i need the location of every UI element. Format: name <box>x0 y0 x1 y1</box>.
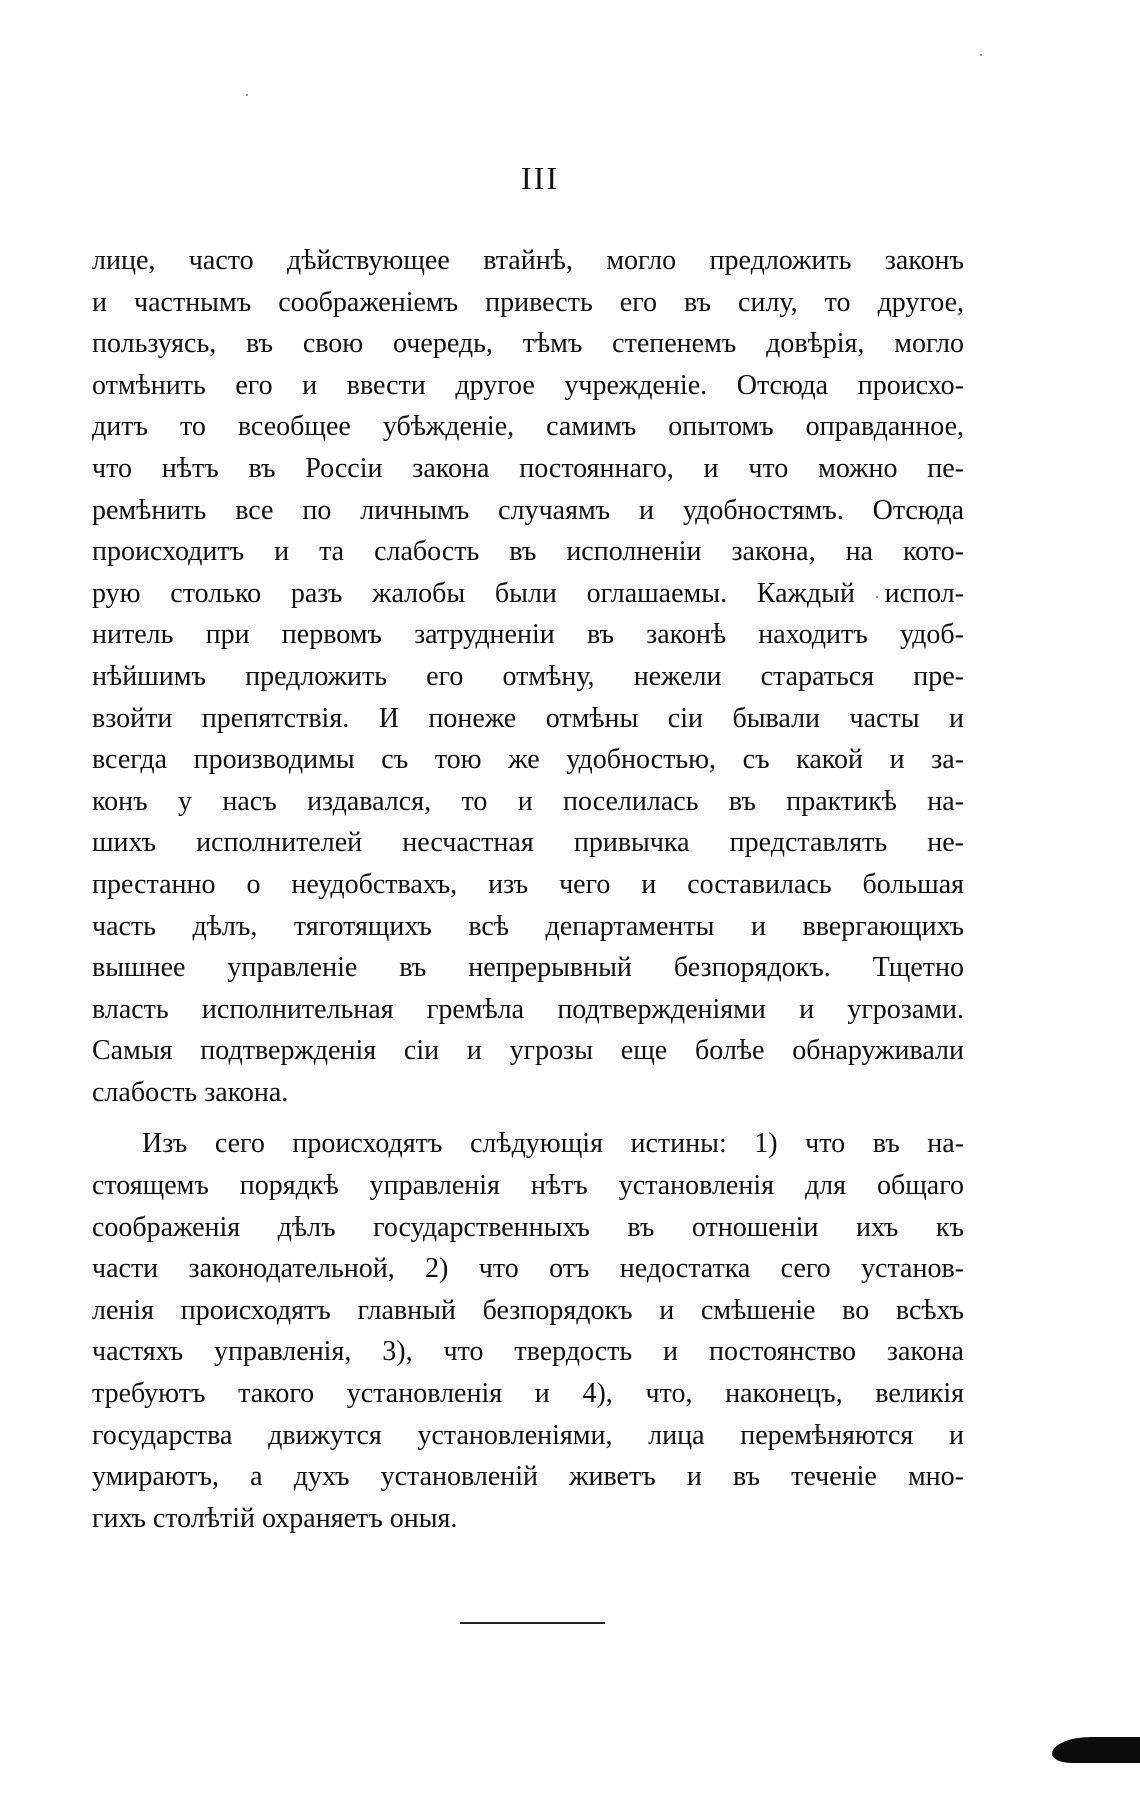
text-line: соображенія дѣлъ государственныхъ въ отношеніи ихъ къ <box>92 1211 964 1243</box>
text-line: ремѣнить все по личнымъ случаямъ и удобностямъ. Отсюда <box>92 494 964 526</box>
text-line: требуютъ такого установленія и 4), что, наконецъ, великія <box>92 1378 964 1410</box>
text-line: престанно о неудобствахъ, изъ чего и составилась большая <box>92 868 964 900</box>
paragraph-1 <box>92 240 964 1113</box>
paragraph-2 <box>92 1123 964 1539</box>
text-line: вышнее управленіе въ непрерывный безпорядокъ. Тщетно <box>92 952 964 984</box>
text-line: государства движутся установленіями, лица перемѣняются и <box>92 1419 964 1451</box>
text-line: конъ у насъ издавался, то и поселилась въ практикѣ на- <box>92 785 964 817</box>
paper-speck <box>980 54 982 56</box>
text-line: власть исполнительная гремѣла подтвержденіями и угрозами. <box>92 993 964 1025</box>
text-line: гихъ столѣтій охраняетъ оныя. <box>92 1502 458 1534</box>
ink-blot-mark <box>1052 1737 1140 1763</box>
text-line: что нѣтъ въ Россіи закона постояннаго, и что можно пе- <box>92 452 964 484</box>
text-line: ленія происходятъ главный безпорядокъ и смѣшеніе во всѣхъ <box>92 1294 964 1326</box>
text-line: взойти препятствія. И понеже отмѣны сіи бывали часты и <box>92 702 964 734</box>
text-line: часть дѣлъ, тяготящихъ всѣ департаменты и ввергающихъ <box>92 910 964 942</box>
text-line: шихъ исполнителей несчастная привычка представлять не- <box>92 827 964 859</box>
text-line: происходитъ и та слабость въ исполненіи закона, на кото- <box>92 536 964 568</box>
text-line: нѣйшимъ предложить его отмѣну, нежели стараться пре- <box>92 660 964 692</box>
text-line: и частнымъ соображеніемъ привесть его въ силу, то другое, <box>92 286 964 318</box>
text-line: части законодательной, 2) что отъ недостатка сего установ- <box>92 1253 964 1285</box>
body-text <box>92 240 964 1539</box>
text-line: умираютъ, а духъ установленій живетъ и въ теченіе мно- <box>92 1461 964 1493</box>
text-line: отмѣнить его и ввести другое учрежденіе. Отсюда происхо- <box>92 369 964 401</box>
text-line: нитель при первомъ затрудненіи въ законѣ находитъ удоб- <box>92 619 964 651</box>
text-line: слабость закона. <box>92 1076 289 1108</box>
text-line: дитъ то всеобщее убѣжденіе, самимъ опытомъ оправданное, <box>92 411 964 443</box>
text-line: стоящемъ порядкѣ управленія нѣтъ установленія для общаго <box>92 1170 964 1202</box>
text-line: Изъ сего происходятъ слѣдующія истины: 1) что въ на- <box>142 1128 964 1160</box>
paper-speck <box>246 94 248 96</box>
end-rule-divider <box>460 1622 605 1624</box>
page-number: III <box>521 160 559 196</box>
text-line: рую столько разъ жалобы были оглашаемы. Каждый испол- <box>92 577 964 609</box>
text-line: частяхъ управленія, 3), что твердость и постоянство закона <box>92 1336 964 1368</box>
text-line: всегда производимы съ тою же удобностью, съ какой и за- <box>92 744 964 776</box>
text-line: пользуясь, въ свою очередь, тѣмъ степенемъ довѣрія, могло <box>92 328 964 360</box>
text-line: Самыя подтвержденія сіи и угрозы еще болѣе обнаруживали <box>92 1035 964 1067</box>
text-line: лице, часто дѣйствующее втайнѣ, могло предложить законъ <box>92 245 964 276</box>
